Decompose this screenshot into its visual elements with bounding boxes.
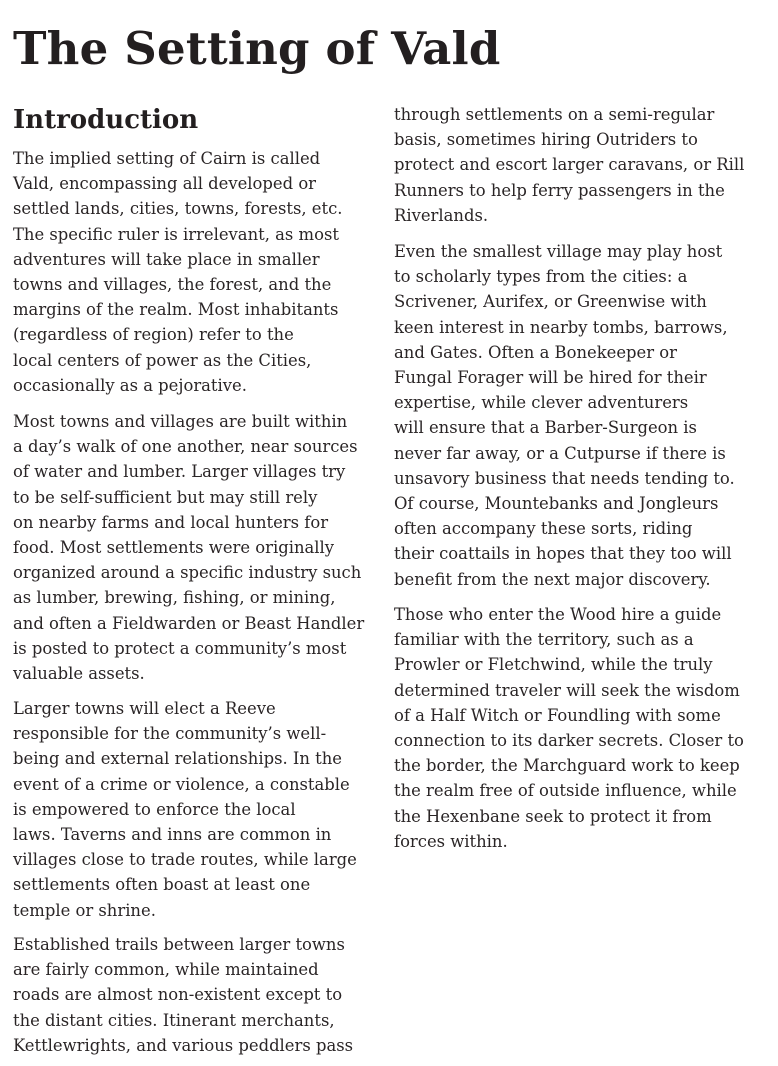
text-line: and often a Fieldwarden or Beast Handler bbox=[13, 613, 365, 633]
text-line: being and external relationships. In the bbox=[13, 749, 342, 769]
paragraph-the-wood bbox=[394, 602, 744, 854]
text-line: the border, the Marchguard work to keep bbox=[394, 756, 740, 776]
text-line: the realm free of outside influence, while bbox=[394, 781, 737, 801]
text-line: occasionally as a pejorative. bbox=[13, 375, 247, 395]
text-line: temple or shrine. bbox=[13, 900, 156, 920]
text-line: responsible for the community’s well- bbox=[13, 724, 327, 744]
text-line: is empowered to enforce the local bbox=[13, 799, 296, 819]
text-line: connection to its darker secrets. Closer to bbox=[394, 731, 744, 751]
paragraph-towns-and-villages bbox=[13, 409, 364, 686]
text-line: of water and lumber. Larger villages try bbox=[13, 462, 346, 482]
text-line: Kettlewrights, and various peddlers pass bbox=[13, 1035, 354, 1055]
text-line: will ensure that a Barber-Surgeon is bbox=[394, 418, 697, 438]
text-line: Larger towns will elect a Reeve bbox=[13, 699, 276, 718]
text-line: on nearby farms and local hunters for bbox=[13, 512, 329, 532]
page-title: The Setting of Vald bbox=[13, 22, 501, 75]
text-line: Those who enter the Wood hire a guide bbox=[394, 605, 722, 624]
text-line: organized around a specific industry such bbox=[13, 563, 362, 583]
text-line: The implied setting of Cairn is called bbox=[13, 149, 321, 168]
text-line: The specific ruler is irrelevant, as most bbox=[13, 224, 339, 244]
text-line: often accompany these sorts, riding bbox=[394, 519, 693, 539]
text-line: basis, sometimes hiring Outriders to bbox=[394, 130, 698, 150]
text-line: protect and escort larger caravans, or Rill bbox=[394, 155, 745, 175]
paragraph-scholarly-types bbox=[394, 239, 735, 592]
text-line: of a Half Witch or Foundling with some bbox=[394, 705, 721, 725]
text-line: Vald, encompassing all developed or bbox=[13, 174, 317, 194]
text-line: to scholarly types from the cities: a bbox=[394, 267, 688, 287]
text-line: Scrivener, Aurifex, or Greenwise with bbox=[394, 292, 707, 312]
text-line: laws. Taverns and inns are common in bbox=[13, 825, 332, 845]
paragraph-setting-overview bbox=[13, 146, 342, 398]
text-line: Riverlands. bbox=[394, 205, 489, 225]
text-line: Runners to help ferry passengers in the bbox=[394, 180, 725, 200]
text-line: familiar with the territory, such as a bbox=[394, 630, 694, 650]
text-line: valuable assets. bbox=[13, 664, 145, 684]
text-line: roads are almost non-existent except to bbox=[13, 985, 343, 1005]
text-line: settlements often boast at least one bbox=[13, 875, 311, 895]
text-line: event of a crime or violence, a constable bbox=[13, 774, 350, 794]
section-heading-introduction: Introduction bbox=[13, 105, 199, 135]
text-line: their coattails in hopes that they too will bbox=[394, 544, 732, 564]
text-line: the Hexenbane seek to protect it from bbox=[394, 806, 712, 826]
text-line: Most towns and villages are built within bbox=[13, 412, 348, 431]
text-line: the distant cities. Itinerant merchants, bbox=[13, 1010, 335, 1030]
text-line: as lumber, brewing, fishing, or mining, bbox=[13, 588, 336, 608]
text-line: Of course, Mountebanks and Jongleurs bbox=[394, 494, 719, 514]
text-line: to be self-sufficient but may still rely bbox=[13, 487, 318, 507]
text-line: Prowler or Fletchwind, while the truly bbox=[394, 655, 713, 675]
paragraph-larger-towns bbox=[13, 696, 357, 923]
text-line: never far away, or a Cutpurse if there is bbox=[394, 443, 726, 463]
text-line: keen interest in nearby tombs, barrows, bbox=[394, 317, 728, 337]
text-line: expertise, while clever adventurers bbox=[394, 393, 689, 413]
text-line: (regardless of region) refer to the bbox=[13, 325, 294, 345]
text-line: through settlements on a semi-regular bbox=[394, 105, 715, 124]
text-line: unsavory business that needs tending to. bbox=[394, 468, 735, 488]
text-line: Established trails between larger towns bbox=[13, 935, 345, 954]
text-line: margins of the realm. Most inhabitants bbox=[13, 300, 339, 320]
paragraph-merchants-continued bbox=[394, 102, 744, 228]
text-line: settled lands, cities, towns, forests, etc. bbox=[13, 199, 343, 219]
text-line: is posted to protect a community’s most bbox=[13, 638, 347, 658]
text-line: towns and villages, the forest, and the bbox=[13, 275, 332, 295]
text-line: a day’s walk of one another, near sources bbox=[13, 437, 358, 457]
text-line: Fungal Forager will be hired for their bbox=[394, 368, 707, 388]
text-line: forces within. bbox=[394, 831, 508, 851]
paragraph-trails-and-roads bbox=[13, 932, 353, 1058]
text-line: determined traveler will seek the wisdom bbox=[394, 680, 740, 700]
text-line: local centers of power as the Cities, bbox=[13, 350, 312, 370]
text-line: food. Most settlements were originally bbox=[13, 538, 335, 558]
text-line: and Gates. Often a Bonekeeper or bbox=[394, 342, 677, 362]
text-line: benefit from the next major discovery. bbox=[394, 569, 711, 589]
text-line: villages close to trade routes, while large bbox=[13, 850, 357, 870]
text-line: adventures will take place in smaller bbox=[13, 249, 320, 269]
text-line: Even the smallest village may play host bbox=[394, 242, 723, 261]
text-line: are fairly common, while maintained bbox=[13, 960, 319, 980]
